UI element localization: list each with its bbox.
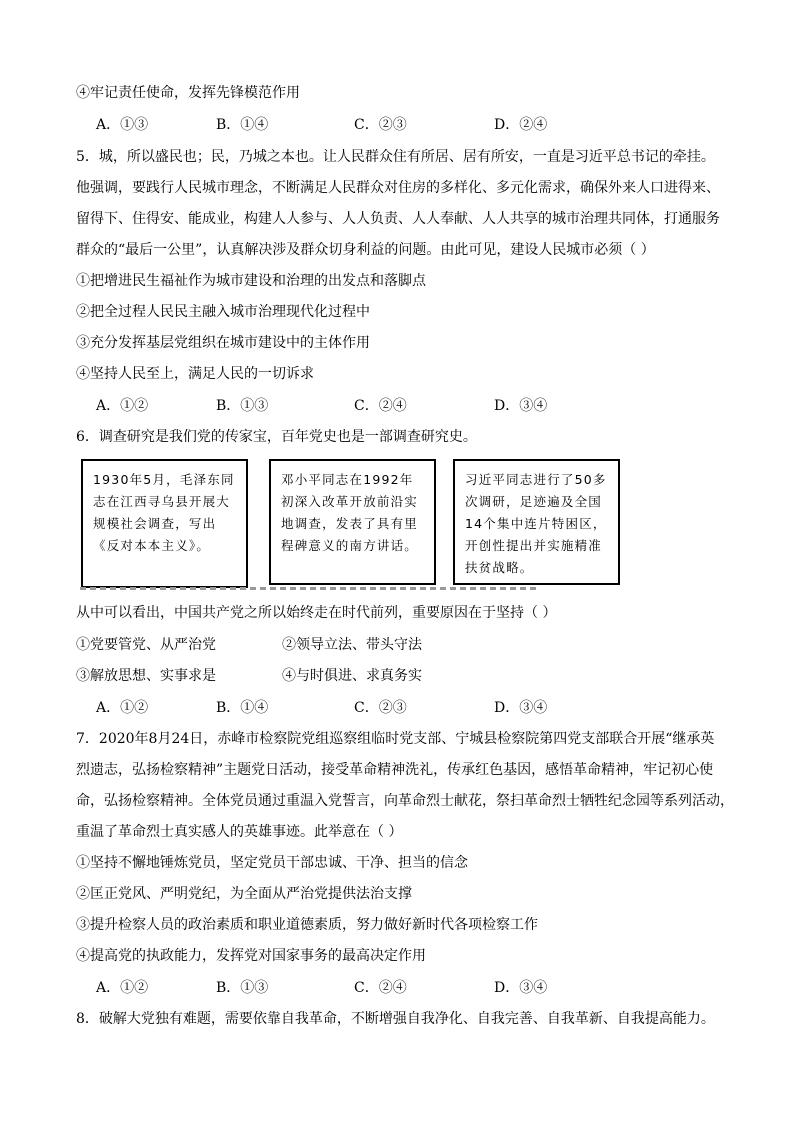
q7-item-4: ④提高党的执政能力，发挥党对国家事务的最高决定作用 [76, 948, 426, 964]
q5-option-d: D．③④ [494, 398, 548, 414]
q7-item-1: ①坚持不懈地锤炼党员，坚定党员干部忠诚、干净、担当的信念 [76, 855, 468, 871]
q6-option-b: B．①④ [216, 700, 269, 716]
q6-option-a: A．①② [96, 700, 149, 716]
q7-stem-line-2: 烈遗志，弘扬检察精神”主题党日活动，接受革命精神洗礼，传承红色基因，感悟革命精神，牢记初心使 [76, 762, 714, 778]
q5-item-2: ②把全过程人民民主融入城市治理现代化过程中 [76, 304, 370, 320]
q5-stem-line-2: 他强调，要践行人民城市理念，不断满足人民群众对住房的多样化、多元化需求，确保外来人口进得来、 [76, 180, 720, 196]
q5-stem-line-3: 留得下、住得安、能成业，构建人人参与、人人负责、人人奉献、人人共享的城市治理共同体，打通服务 [76, 211, 720, 227]
q6-box-mao [81, 459, 248, 588]
q6-box-deng [269, 459, 436, 585]
q6-question: 从中可以看出，中国共产党之所以始终走在时代前列，重要原因在于坚持（ ） [76, 605, 557, 621]
q6-box-xi-text: 习近平同志进行了50多次调研，足迹遍及全国14个集中连片特困区，开创性提出并实施精准扶贫战略。 [465, 472, 607, 575]
q7-option-c: C．②④ [354, 980, 407, 996]
q4-option-c: C．②③ [354, 117, 407, 133]
q6-option-d: D．③④ [494, 700, 548, 716]
q6-item-3: ③解放思想、实事求是 [76, 668, 216, 684]
q7-option-b: B．①③ [216, 980, 269, 996]
q5-item-3: ③充分发挥基层党组织在城市建设中的主体作用 [76, 335, 370, 351]
q6-box-xi [453, 459, 620, 585]
q6-box-mao-text: 1930年5月，毛泽东同志在江西寻乌县开展大规模社会调查，写出《反对本本主义》。 [93, 472, 235, 553]
q6-cropped-text-strip [80, 587, 540, 590]
q7-item-3: ③提升检察人员的政治素质和职业道德素质，努力做好新时代各项检察工作 [76, 917, 538, 933]
q5-item-1: ①把增进民生福祉作为城市建设和治理的出发点和落脚点 [76, 273, 426, 289]
q7-stem-line-1: 7．2020年8月24日，赤峰市检察院党组巡察组临时党支部、宁城县检察院第四党支部联合开展“继承英 [76, 731, 715, 747]
q5-option-b: B．①③ [216, 398, 269, 414]
q6-item-2: ②领导立法、带头守法 [282, 637, 422, 653]
q5-stem-line-1: 5．城，所以盛民也；民，乃城之本也。让人民群众住有所居、居有所安，一直是习近平总书记的牵挂。 [76, 149, 715, 165]
q7-stem-line-4: 重温了革命烈士真实感人的英雄事迹。此举意在（ ） [76, 824, 403, 840]
q4-option-d: D．②④ [494, 117, 548, 133]
q5-item-4: ④坚持人民至上，满足人民的一切诉求 [76, 366, 314, 382]
q4-option-a: A．①③ [96, 117, 149, 133]
q4-item-4: ④牢记责任使命，发挥先锋模范作用 [76, 85, 300, 101]
q7-stem-line-3: 命，弘扬检察精神。全体党员通过重温入党誓言，向革命烈士献花，祭扫革命烈士牺牲纪念园等系列活动， [76, 793, 734, 809]
q5-stem-line-4: 群众的“最后一公里”，认真解决涉及群众切身利益的问题。由此可见，建设人民城市必须（ ） [76, 242, 655, 258]
q6-stem: 6．调查研究是我们党的传家宝，百年党史也是一部调查研究史。 [76, 429, 477, 445]
q8-stem: 8．破解大党独有难题，需要依靠自我革命，不断增强自我净化、自我完善、自我革新、自我提高能力。 [76, 1011, 715, 1027]
q5-option-c: C．②④ [354, 398, 407, 414]
q7-option-d: D．③④ [494, 980, 548, 996]
q6-item-1: ①党要管党、从严治党 [76, 637, 216, 653]
q6-option-c: C．②③ [354, 700, 407, 716]
q4-option-b: B．①④ [216, 117, 269, 133]
q5-option-a: A．①② [96, 398, 149, 414]
q6-box-deng-text: 邓小平同志在1992年初深入改革开放前沿实地调查，发表了具有里程碑意义的南方讲话。 [281, 472, 419, 553]
q7-option-a: A．①② [96, 980, 149, 996]
q6-item-4: ④与时俱进、求真务实 [282, 668, 422, 684]
q7-item-2: ②匡正党风、严明党纪，为全面从严治党提供法治支撑 [76, 886, 412, 902]
